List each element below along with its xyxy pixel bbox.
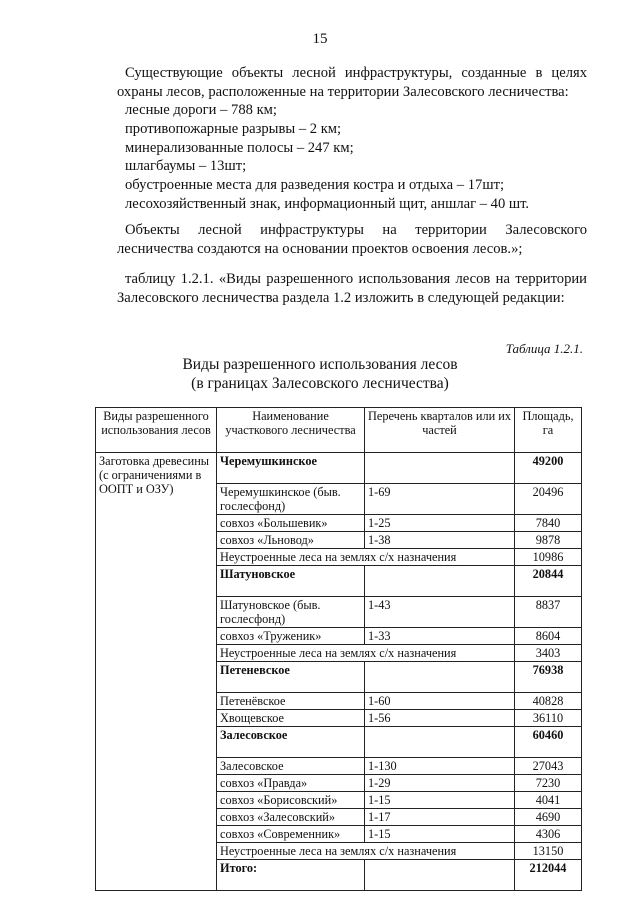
cell-quarters — [365, 860, 515, 891]
cell-quarters: 1-43 — [365, 597, 515, 628]
cell-quarters: 1-29 — [365, 775, 515, 792]
cell-quarters: 1-17 — [365, 809, 515, 826]
list-item: лесохозяйственный знак, информационный щит, аншлаг – 40 шт. — [125, 195, 530, 212]
cell-area: 8604 — [515, 628, 582, 645]
table-header-row — [96, 408, 582, 453]
table-row — [96, 453, 582, 484]
list-item: обустроенные места для разведения костра и отдыха – 17шт; — [125, 177, 504, 194]
cell-name: Итого: — [217, 860, 365, 891]
use-type-cell: Заготовка древесины (с ограничениями в ООПТ и ОЗУ) — [96, 453, 217, 891]
cell-quarters: 1-69 — [365, 484, 515, 515]
cell-area: 20496 — [515, 484, 582, 515]
cell-quarters — [365, 566, 515, 597]
cell-name: Черемушкинское (быв. гослесфонд) — [217, 484, 365, 515]
page-number: 15 — [312, 31, 328, 47]
cell-name: совхоз «Труженик» — [217, 628, 365, 645]
cell-name: совхоз «Правда» — [217, 775, 365, 792]
cell-quarters — [365, 453, 515, 484]
cell-name: совхоз «Борисовский» — [217, 792, 365, 809]
list-item: минерализованные полосы – 247 км; — [125, 139, 354, 156]
cell-area: 40828 — [515, 693, 582, 710]
cell-name: Петенёвское — [217, 693, 365, 710]
cell-quarters: 1-60 — [365, 693, 515, 710]
cell-name: совхоз «Большевик» — [217, 515, 365, 532]
cell-area: 4041 — [515, 792, 582, 809]
amendment-paragraph: таблицу 1.2.1. «Виды разрешенного использования лесов на территории Залесовского лесничества раздела 1.2 изложить в следующей редакции: — [117, 271, 587, 306]
cell-area: 212044 — [515, 860, 582, 891]
table-caption: Таблица 1.2.1. — [505, 341, 583, 356]
cell-area: 9878 — [515, 532, 582, 549]
cell-quarters: 1-130 — [365, 758, 515, 775]
cell-area: 60460 — [515, 727, 582, 758]
cell-area: 49200 — [515, 453, 582, 484]
cell-quarters — [365, 727, 515, 758]
cell-name: Залесовское — [217, 758, 365, 775]
cell-name: совхоз «Залесовский» — [217, 809, 365, 826]
cell-area: 10986 — [515, 549, 582, 566]
cell-quarters: 1-56 — [365, 710, 515, 727]
list-item: шлагбаумы – 13шт; — [125, 158, 247, 175]
cell-area: 4690 — [515, 809, 582, 826]
infrastructure-list — [125, 101, 529, 214]
cell-quarters — [365, 662, 515, 693]
cell-area: 20844 — [515, 566, 582, 597]
cell-area: 3403 — [515, 645, 582, 662]
table-title-line: (в границах Залесовского лесничества) — [191, 375, 449, 392]
cell-name: Петеневское — [217, 662, 365, 693]
cell-name: Шатуновское — [217, 566, 365, 597]
header-area: Площадь, га — [515, 408, 582, 453]
cell-name: Неустроенные леса на землях с/х назначения — [217, 843, 515, 860]
cell-area: 4306 — [515, 826, 582, 843]
cell-area: 76938 — [515, 662, 582, 693]
cell-area: 36110 — [515, 710, 582, 727]
cell-area: 7840 — [515, 515, 582, 532]
infrastructure-note: Объекты лесной инфраструктуры на территории Залесовского лесничества создаются на основании проектов освоения лесов.»; — [117, 222, 587, 257]
cell-quarters: 1-15 — [365, 792, 515, 809]
header-quarters: Перечень кварталов или их частей — [365, 408, 515, 453]
cell-area: 13150 — [515, 843, 582, 860]
forest-use-table — [95, 407, 582, 891]
cell-name: Неустроенные леса на землях с/х назначения — [217, 549, 515, 566]
intro-paragraph: Существующие объекты лесной инфраструктуры, созданные в целях охраны лесов, расположенные на территории Залесовского лесничества: — [117, 65, 587, 100]
header-use-type: Виды разрешенного использования лесов — [96, 408, 217, 453]
cell-name: Шатуновское (быв. гослесфонд) — [217, 597, 365, 628]
cell-area: 7230 — [515, 775, 582, 792]
table-title-line: Виды разрешенного использования лесов — [182, 356, 458, 373]
cell-quarters: 1-25 — [365, 515, 515, 532]
cell-name: Залесовское — [217, 727, 365, 758]
cell-quarters: 1-38 — [365, 532, 515, 549]
list-item: противопожарные разрывы – 2 км; — [125, 120, 342, 137]
cell-name: совхоз «Современник» — [217, 826, 365, 843]
cell-quarters: 1-15 — [365, 826, 515, 843]
cell-area: 27043 — [515, 758, 582, 775]
cell-name: совхоз «Льновод» — [217, 532, 365, 549]
cell-name: Неустроенные леса на землях с/х назначения — [217, 645, 515, 662]
cell-name: Черемушкинское — [217, 453, 365, 484]
cell-quarters: 1-33 — [365, 628, 515, 645]
header-forestry: Наименование участкового лесничества — [217, 408, 365, 453]
list-item: лесные дороги – 788 км; — [125, 102, 277, 118]
cell-name: Хвощевское — [217, 710, 365, 727]
table-title — [0, 355, 640, 393]
cell-area: 8837 — [515, 597, 582, 628]
